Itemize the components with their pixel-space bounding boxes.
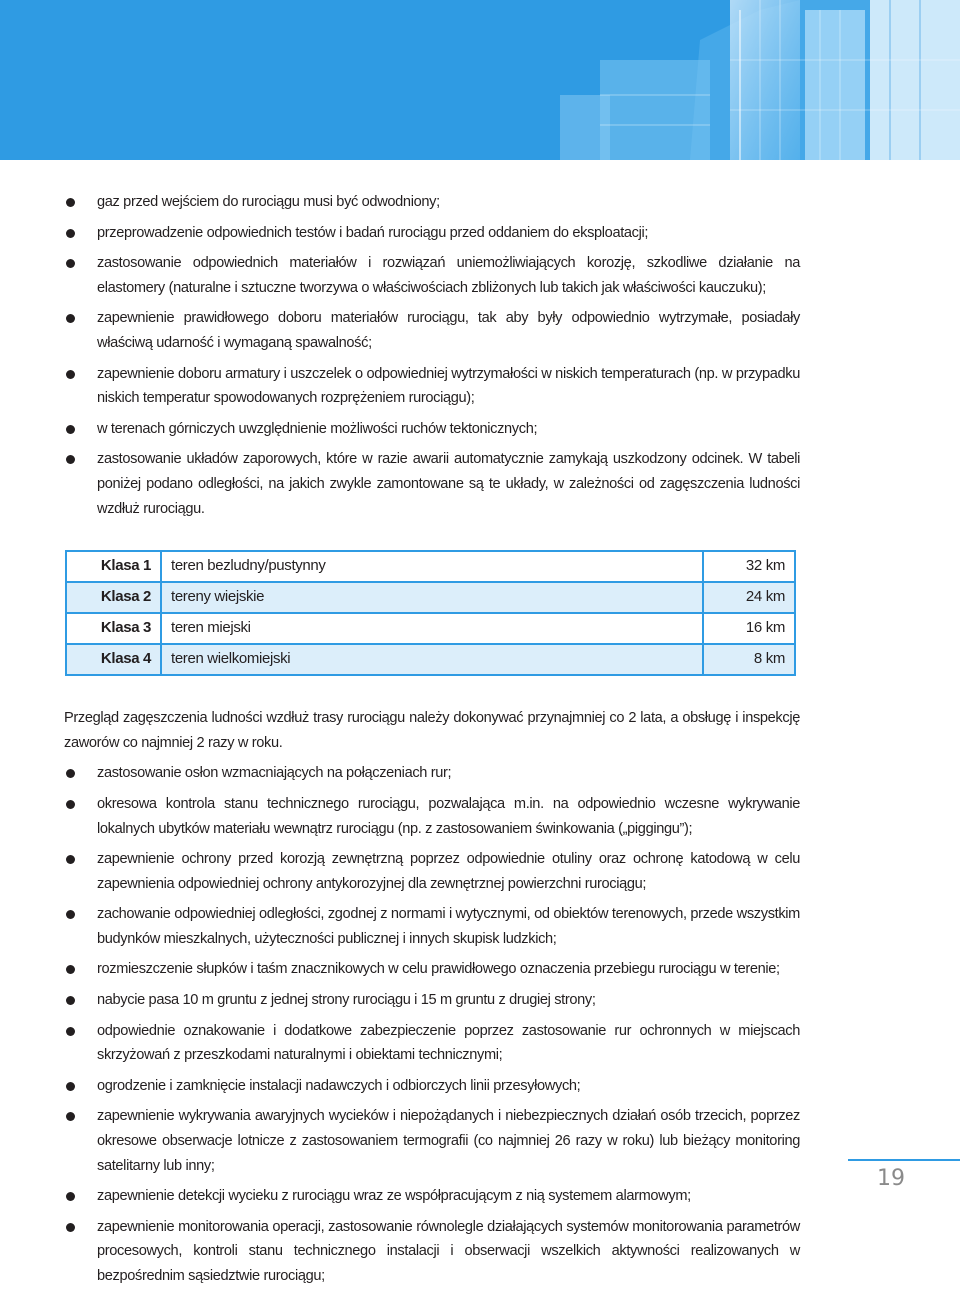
list-item: odpowiednie oznakowanie i dodatkowe zabezpieczenie poprzez zastosowanie rur ochronnych w miejscach skrzyżowań z przeszkodami naturalnymi i obiektami technicznymi; [64,1019,800,1068]
page-number: 19 [877,1166,905,1191]
list-item: zastosowanie osłon wzmacniających na połączeniach rur; [64,761,800,786]
list-item: zapewnienie detekcji wycieku z rurociągu wraz ze współpracującym z nią systemem alarmowym; [64,1184,800,1209]
list-item: gaz przed wejściem do rurociągu musi być odwodniony; [64,190,800,215]
table-row [66,582,795,613]
bullet-list-bottom [64,761,800,1288]
area-cell: tereny wiejskie [161,582,703,613]
distance-cell: 24 km [703,582,795,613]
list-item: zapewnienie doboru armatury i uszczelek o odpowiedniej wytrzymałości w niskich temperaturach (np. w przypadku niskich temperatur spowodowanych rozprężeniem rurociągu); [64,362,800,411]
header-banner-photo [0,0,960,160]
list-item: zapewnienie ochrony przed korozją zewnętrzną poprzez odpowiednie otuliny oraz ochronę katodową w celu zapewnienia odpowiedniej ochrony antykorozyjnej dla zewnętrznej powierzchni rurociągu; [64,847,800,896]
inspection-paragraph: Przegląd zagęszczenia ludności wzdłuż trasy rurociągu należy dokonywać przynajmniej co 2 lata, a obsługę i inspekcję zaworów co najmniej 2 razy w roku. [64,710,800,751]
page-number-rule [848,1159,960,1161]
list-item: okresowa kontrola stanu technicznego rurociągu, pozwalająca m.in. na odpowiednio wczesne wykrywanie lokalnych ubytków materiału wewnątrz rurociągu (np. z zastosowaniem świnkowania („piggingu”); [64,792,800,841]
area-cell: teren bezludny/pustynny [161,551,703,582]
area-cell: teren wielkomiejski [161,644,703,675]
industrial-building-graphic [0,0,960,160]
pipeline-class-table [65,550,796,676]
list-item: w terenach górniczych uwzględnienie możliwości ruchów tektonicznych; [64,417,800,442]
bullet-list-top [64,190,800,521]
table-row [66,551,795,582]
table-row [66,613,795,644]
area-cell: teren miejski [161,613,703,644]
list-item: rozmieszczenie słupków i taśm znacznikowych w celu prawidłowego oznaczenia przebiegu rurociągu w terenie; [64,957,800,982]
list-item: zapewnienie wykrywania awaryjnych wycieków i niepożądanych i niebezpiecznych działań osób trzecich, poprzez okresowe obserwacje lotnicze z zastosowaniem termografii (co najmniej 26 razy w roku) lub bieżący monitoring satelitarny lub inny; [64,1104,800,1178]
list-item: zastosowanie odpowiednich materiałów i rozwiązań uniemożliwiających korozję, szkodliwe działanie na elastomery (naturalne i sztuczne tworzywa o właściwościach zbliżonych lub takich jak właściwości kauczuku); [64,251,800,300]
class-cell: Klasa 1 [66,551,161,582]
list-item: zastosowanie układów zaporowych, które w razie awarii automatycznie zamykają uszkodzony odcinek. W tabeli poniżej podano odległości, na jakich zwykle zamontowane są te układy, w zależności od zagęszczenia ludności wzdłuż rurociągu. [64,447,800,521]
class-cell: Klasa 4 [66,644,161,675]
page-content [64,190,800,1295]
list-item: ogrodzenie i zamknięcie instalacji nadawczych i odbiorczych linii przesyłowych; [64,1074,800,1099]
table-row [66,644,795,675]
distance-cell: 8 km [703,644,795,675]
distance-cell: 16 km [703,613,795,644]
list-item: zachowanie odpowiedniej odległości, zgodnej z normami i wytycznymi, od obiektów terenowych, przede wszystkim budynków mieszkalnych, użyteczności publicznej i innych skupisk ludzkich; [64,902,800,951]
list-item: zapewnienie prawidłowego doboru materiałów rurociągu, tak aby były odpowiednio wytrzymałe, posiadały właściwą udarność i wymaganą spawalność; [64,306,800,355]
list-item: zapewnienie monitorowania operacji, zastosowanie równolegle działających systemów monitorowania parametrów procesowych, kontroli stanu technicznego instalacji i obserwacji wszelkich aktywności realizowanych w bezpośrednim sąsiedztwie rurociągu; [64,1215,800,1289]
class-cell: Klasa 2 [66,582,161,613]
distance-cell: 32 km [703,551,795,582]
list-item: przeprowadzenie odpowiednich testów i badań rurociągu przed oddaniem do eksploatacji; [64,221,800,246]
class-cell: Klasa 3 [66,613,161,644]
list-item: nabycie pasa 10 m gruntu z jednej strony rurociągu i 15 m gruntu z drugiej strony; [64,988,800,1013]
